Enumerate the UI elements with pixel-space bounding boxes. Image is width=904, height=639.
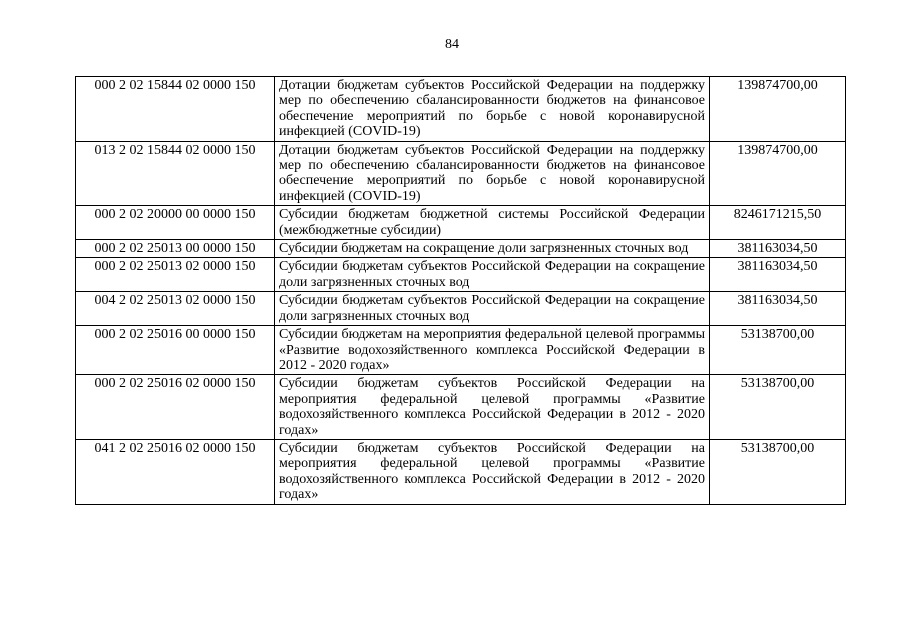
page-number: 84 — [445, 37, 459, 52]
table-row — [76, 141, 846, 206]
description-cell: Субсидии бюджетам субъектов Российской Федерации на мероприятия федеральной целевой программы «Развитие водохозяйственного комплекса Российской Федерации в 2012 - 2020 годах» — [275, 375, 710, 440]
description-cell: Субсидии бюджетам субъектов Российской Федерации на сокращение доли загрязненных сточных вод — [275, 292, 710, 326]
budget-revenue-table — [75, 76, 846, 505]
table-row — [76, 292, 846, 326]
table-row — [76, 258, 846, 292]
description-cell: Субсидии бюджетам на сокращение доли загрязненных сточных вод — [275, 240, 710, 258]
description-cell: Дотации бюджетам субъектов Российской Федерации на поддержку мер по обеспечению сбалансированности бюджетов на финансовое обеспечение мероприятий по борьбе с новой коронавирусной инфекцией (COVID-19) — [275, 77, 710, 142]
amount-cell: 53138700,00 — [710, 375, 846, 440]
budget-code-cell: 000 2 02 25016 02 0000 150 — [76, 375, 275, 440]
description-cell: Дотации бюджетам субъектов Российской Федерации на поддержку мер по обеспечению сбалансированности бюджетов на финансовое обеспечение мероприятий по борьбе с новой коронавирусной инфекцией (COVID-19) — [275, 141, 710, 206]
table-row — [76, 375, 846, 440]
budget-code-cell: 004 2 02 25013 02 0000 150 — [76, 292, 275, 326]
budget-code-cell: 013 2 02 15844 02 0000 150 — [76, 141, 275, 206]
amount-cell: 381163034,50 — [710, 258, 846, 292]
budget-code-cell: 041 2 02 25016 02 0000 150 — [76, 439, 275, 504]
budget-code-cell: 000 2 02 25016 00 0000 150 — [76, 326, 275, 375]
table-row — [76, 326, 846, 375]
budget-code-cell: 000 2 02 15844 02 0000 150 — [76, 77, 275, 142]
description-cell: Субсидии бюджетам на мероприятия федеральной целевой программы «Развитие водохозяйственного комплекса Российской Федерации в 2012 - 2020 годах» — [275, 326, 710, 375]
description-cell: Субсидии бюджетам субъектов Российской Федерации на мероприятия федеральной целевой программы «Развитие водохозяйственного комплекса Российской Федерации в 2012 - 2020 годах» — [275, 439, 710, 504]
table-row — [76, 206, 846, 240]
budget-code-cell: 000 2 02 25013 02 0000 150 — [76, 258, 275, 292]
budget-code-cell: 000 2 02 20000 00 0000 150 — [76, 206, 275, 240]
amount-cell: 139874700,00 — [710, 77, 846, 142]
table-row — [76, 240, 846, 258]
budget-code-cell: 000 2 02 25013 00 0000 150 — [76, 240, 275, 258]
description-cell: Субсидии бюджетам бюджетной системы Российской Федерации (межбюджетные субсидии) — [275, 206, 710, 240]
amount-cell: 381163034,50 — [710, 292, 846, 326]
table-row — [76, 439, 846, 504]
amount-cell: 381163034,50 — [710, 240, 846, 258]
amount-cell: 139874700,00 — [710, 141, 846, 206]
amount-cell: 53138700,00 — [710, 439, 846, 504]
description-cell: Субсидии бюджетам субъектов Российской Федерации на сокращение доли загрязненных сточных вод — [275, 258, 710, 292]
amount-cell: 53138700,00 — [710, 326, 846, 375]
amount-cell: 8246171215,50 — [710, 206, 846, 240]
table-row — [76, 77, 846, 142]
